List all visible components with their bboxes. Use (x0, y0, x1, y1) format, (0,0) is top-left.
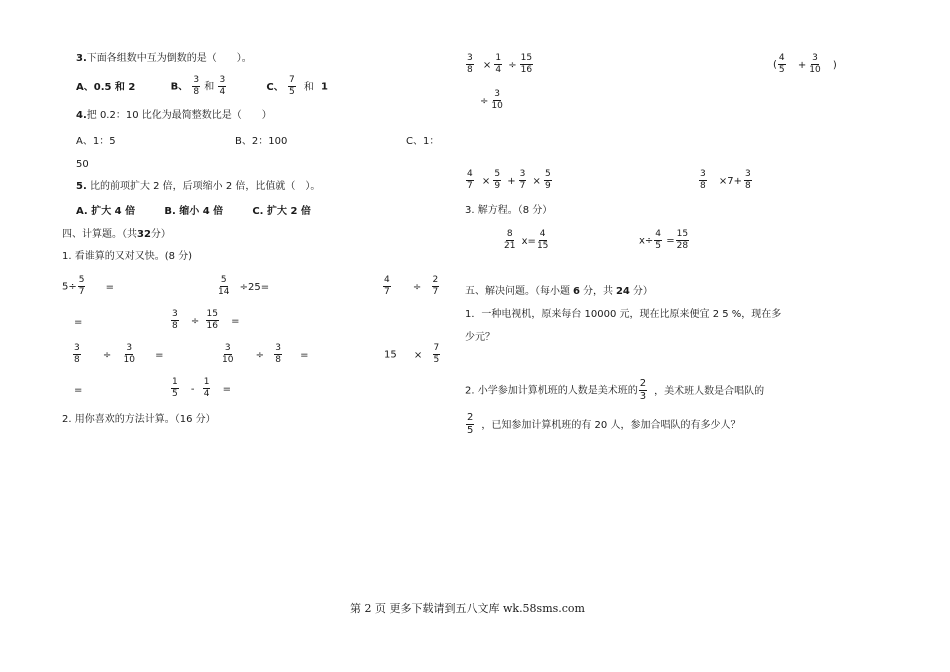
question-4-option-c: C、1： (406, 136, 440, 147)
option-b: B、 (170, 81, 189, 93)
problem-1-line-2: 少元？ (465, 332, 495, 343)
expr-2: ( $\frac{4}{5}$ + $\frac{3}{10}$ ) (773, 53, 837, 75)
section-4-heading: 四、计算题。（共32分） (62, 229, 171, 240)
calc-eq: = (74, 385, 83, 396)
sub-question-3: 3. 解方程。（8 分） (465, 205, 553, 216)
question-3 (76, 54, 252, 64)
one-value: 1 (321, 81, 329, 93)
option-a: A、0.5 和 2 (76, 81, 136, 93)
section-5-heading: 五、解决问题。（每小题 6 分，共 24 分） (465, 286, 653, 297)
calc-8: $\frac{1}{5}$ - $\frac{1}{4}$ = (172, 377, 232, 399)
question-text: 把 0.2：10 比化为最简整数比是（ ） (86, 110, 272, 121)
sub-question-1: 1. 看谁算的又对又快。(8 分) (62, 251, 193, 262)
and-text: 和 (303, 81, 314, 93)
question-5-options (76, 207, 311, 217)
equation-2: x÷ $\frac{4}{5}$ = $\frac{15}{28}$ (639, 229, 689, 251)
question-text: 比的前项扩大 2 倍，后项缩小 2 倍，比值就（ ）。 (89, 181, 321, 192)
equation-1: $\frac{8}{21}$ x= $\frac{4}{15}$ (504, 229, 549, 251)
calc-2: $\frac{5}{14}$ ÷25= (218, 275, 270, 297)
question-4 (76, 111, 272, 121)
calc-3: $\frac{4}{7}$ ÷ $\frac{2}{7}$ (384, 275, 439, 297)
expr-4: $\frac{3}{8}$ ×7+ $\frac{3}{8}$ (700, 169, 751, 191)
question-4-option-a: A、1：5 (76, 136, 116, 147)
page-footer: 第 2 页 更多下载请到五八文库 wk.58sms.com (350, 602, 585, 615)
fraction: $\frac{7}{5}$ (288, 75, 295, 97)
question-3-options (76, 76, 328, 97)
question-text: 下面各组数中互为倒数的是（ ）。 (86, 53, 252, 64)
option-b: B. 缩小 4 倍 (164, 206, 224, 217)
question-number: 3. (76, 53, 87, 64)
calc-4: $\frac{3}{8}$ ÷ $\frac{15}{16}$ = (172, 309, 240, 331)
question-4-option-b: B、2：100 (235, 136, 288, 147)
calc-5: $\frac{3}{8}$ ÷ $\frac{3}{10}$ = (74, 343, 164, 365)
option-c: C、 (266, 81, 284, 93)
problem-2-line-1: 2. 小学参加计算机班的人数是美术班的 $\frac{2}{3}$ ，美术班人数是合唱队的 (465, 378, 765, 402)
expr-1-continued: ÷ $\frac{3}{10}$ (480, 89, 503, 111)
question-4-option-c-wrap: 50 (76, 159, 89, 170)
calc-eq: = (74, 317, 83, 328)
fraction: $\frac{3}{4}$ (219, 75, 226, 97)
calc-1: 5÷ $\frac{5}{7}$ = (62, 275, 115, 297)
fraction: $\frac{3}{8}$ (193, 75, 200, 97)
option-c: C. 扩大 2 倍 (252, 206, 311, 217)
problem-1-line-1: 1．一种电视机，原来每台 10000 元，现在比原来便宜 2 5 %，现在多 (465, 309, 782, 320)
sub-question-2: 2. 用你喜欢的方法计算。（16 分） (62, 414, 216, 425)
question-number: 4. (76, 110, 87, 121)
and-text: 和 (204, 81, 215, 93)
calc-6: $\frac{3}{10}$ ÷ $\frac{3}{8}$ = (222, 343, 309, 365)
expr-3: $\frac{4}{7}$ × $\frac{5}{9}$ + $\frac{3}{7}$ × $\frac{5}{9}$ (467, 169, 551, 191)
expr-1: $\frac{3}{8}$ × $\frac{1}{4}$ ÷ $\frac{15}{16}$ (467, 53, 533, 75)
question-number: 5. (76, 181, 87, 192)
option-a: A. 扩大 4 倍 (76, 206, 136, 217)
question-5 (76, 182, 320, 192)
problem-2-line-2: $\frac{2}{5}$ ，已知参加计算机班的有 20 人，参加合唱队的有多少人？ (467, 412, 741, 436)
calc-7: 15 × $\frac{7}{5}$ (384, 343, 440, 365)
